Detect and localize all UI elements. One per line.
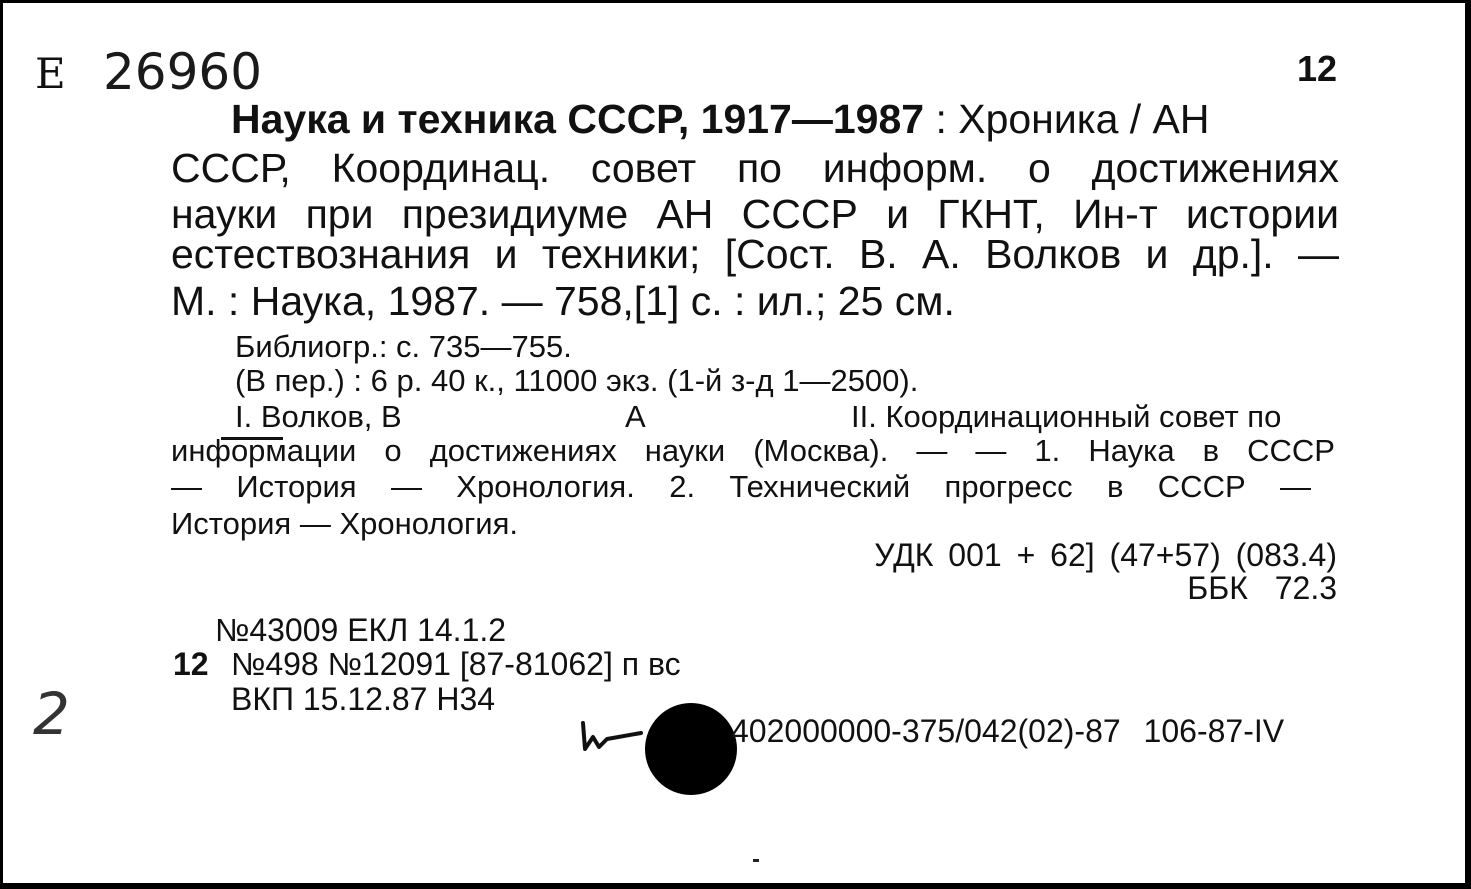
body-line-2: науки при президиуме АН СССР и ГКНТ, Ин-т истории bbox=[171, 191, 1339, 237]
card-number: 12 bbox=[1296, 48, 1337, 89]
body-line-3: естествознания и техники; [Сост. В. А. Волков и др.]. — bbox=[171, 231, 1339, 277]
tracing-initial: А bbox=[625, 399, 646, 434]
tracing-line-1: информации о достижениях науки (Москва). — — 1. Наука в СССР bbox=[171, 433, 1335, 468]
udk-code: УДК 001 + 62] (47+57) (083.4) bbox=[874, 537, 1337, 573]
isbn-code: 402000000-375/042(02)-87 106-87-IV bbox=[731, 713, 1285, 749]
tracing-line-2: — История — Хронология. 2. Технический прогресс в СССР — bbox=[171, 469, 1311, 504]
scan-speck bbox=[753, 859, 759, 862]
tracing-line-3: История — Хронология. bbox=[171, 506, 518, 541]
order-line-2: №498 №12091 [87-81062] п вс bbox=[231, 646, 681, 682]
inventory-prefix: Е bbox=[35, 49, 66, 98]
order-prefix: 12 bbox=[173, 646, 209, 682]
inventory-number: 26960 bbox=[103, 43, 263, 101]
punch-hole bbox=[645, 703, 737, 795]
order-line-1: №43009 ЕКЛ 14.1.2 bbox=[215, 612, 507, 648]
handwritten-mark: 2 bbox=[33, 680, 70, 748]
price-note: (В пер.) : 6 р. 40 к., 11000 экз. (1-й з-д 1—2500). bbox=[235, 363, 919, 398]
bibliography-note: Библиогр.: с. 735—755. bbox=[235, 329, 572, 364]
order-line-3: ВКП 15.12.87 Н34 bbox=[231, 681, 496, 717]
pen-scribble bbox=[577, 719, 647, 759]
tracing-council: II. Координационный совет по bbox=[851, 399, 1282, 434]
catalog-card bbox=[3, 3, 1465, 883]
body-line-1: СССР, Координац. совет по информ. о достижениях bbox=[171, 145, 1339, 191]
title-remainder: : Хроника / АН bbox=[924, 96, 1210, 142]
bbk-code: ББК 72.3 bbox=[1187, 570, 1337, 606]
title-line bbox=[231, 96, 1210, 142]
book-title: Наука и техника СССР, 1917—1987 bbox=[231, 96, 925, 142]
tracing-author: I. Волков, В bbox=[235, 399, 402, 434]
body-line-4: М. : Наука, 1987. — 758,[1] с. : ил.; 25 см. bbox=[171, 278, 955, 324]
